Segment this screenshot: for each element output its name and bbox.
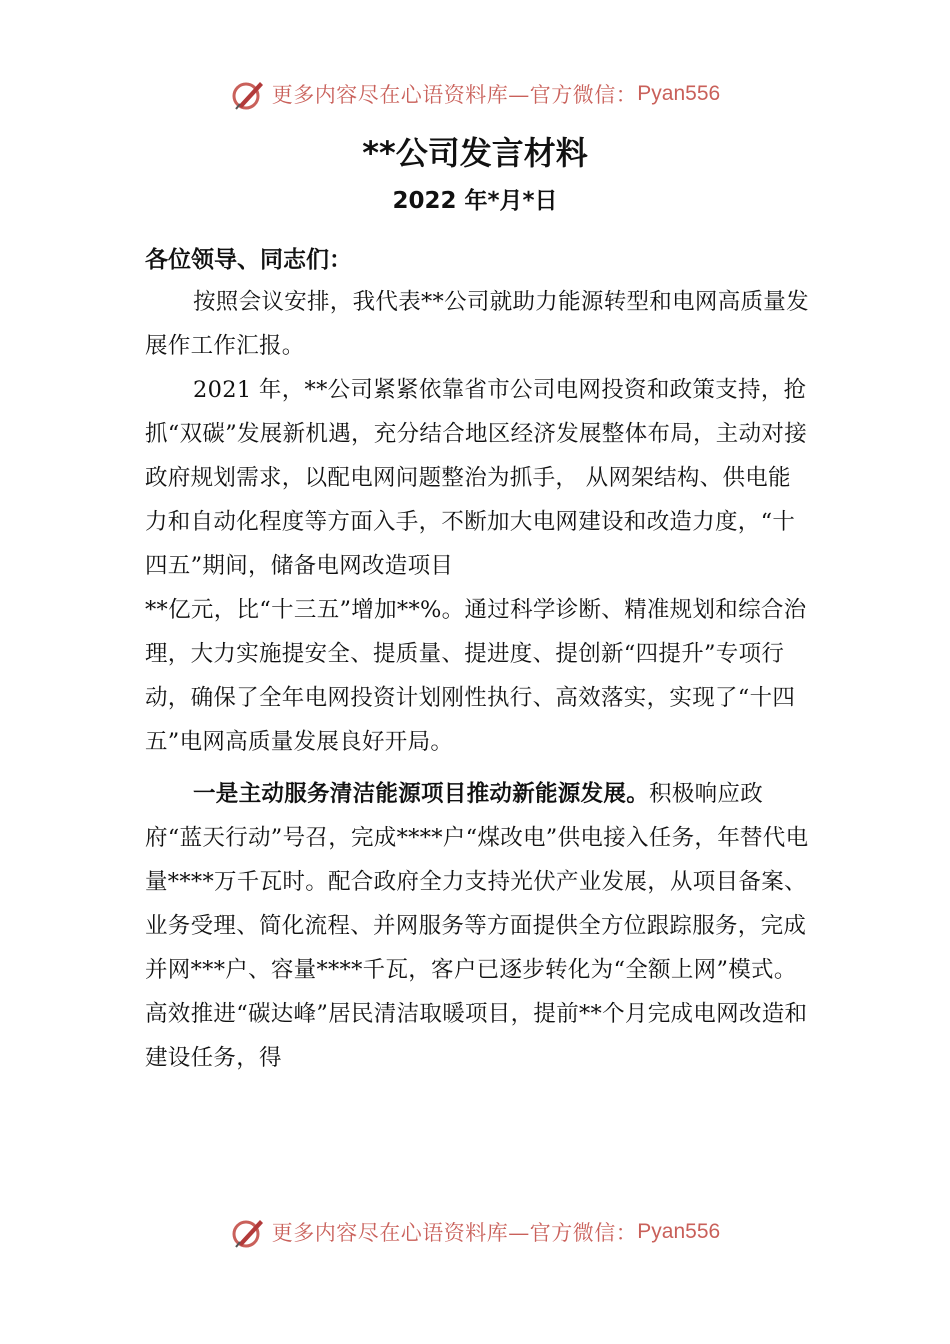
paragraph-investment: **亿元，比“十三五”增加**%。通过科学诊断、精准规划和综合治理，大力实施提安全、提质量、提进度、提创新“四提升”专项行动，确保了全年电网投资计划刚性执行、高效落实，实现了“十四五”电网高质量发展良好开局。 [145,597,807,755]
watermark-text: 更多内容尽在心语资料库—官方微信： [271,83,638,107]
watermark-wechat-id: Pyan556 [637,82,721,105]
paragraph-2021-summary: 2021 年，**公司紧紧依靠省市公司电网投资和政策支持，抢抓“双碳”发展新机遇，充分结合地区经济发展整体布局，主动对接政府规划需求，以配电网问题整治为抓手， 从网架结构、供电能力和自动化程度等方面入手，不断加大电网建设和改造力度，“十四五”期间，储备电网改造项目 [145,377,808,579]
header-watermark [0,74,950,114]
paragraph-lead-heading: 一是主动服务清洁能源项目推动新能源发展。 [193,781,650,807]
watermark-text: 更多内容尽在心语资料库—官方微信： [271,1221,638,1245]
paragraph-clean-energy-text: 积极响应政府“蓝天行动”号召，完成****户“煤改电”供电接入任务，年替代电量****万千瓦时。配合政府全力支持光伏产业发展，从项目备案、业务受理、简化流程、并网服务等方面提供全方位跟踪服务，完成并网***户、容量****千瓦，客户已逐步转化为“全额上网”模式。高效推进“碳达峰”居民清洁取暖项目，提前**个月完成电网改造和建设任务，得 [145,781,809,1071]
quill-logo-icon [230,76,266,112]
document-body [145,280,810,1080]
footer-watermark [0,1212,950,1252]
watermark-wechat-id: Pyan556 [637,1220,721,1243]
document-title: **公司发言材料 [362,134,588,172]
salutation: 各位领导、同志们： [145,247,352,273]
quill-logo-icon [230,1214,266,1250]
paragraph-clean-energy [145,772,810,1080]
document-date: 2022 年*月*日 [392,188,558,214]
paragraph-intro: 按照会议安排，我代表**公司就助力能源转型和电网高质量发展作工作汇报。 [145,289,809,359]
